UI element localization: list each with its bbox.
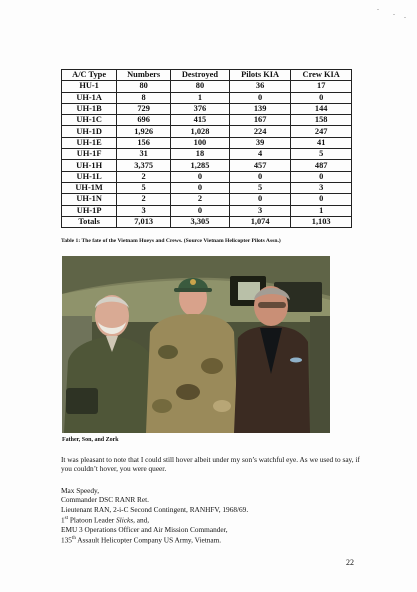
- table-cell: 457: [229, 160, 291, 171]
- table-cell: UH-1N: [62, 194, 117, 205]
- table-cell: UH-1H: [62, 160, 117, 171]
- table-row: [62, 194, 352, 205]
- table-cell: 1,926: [117, 126, 171, 137]
- table-cell: 1,103: [291, 216, 352, 227]
- table-cell: 1: [291, 205, 352, 216]
- table-cell: 3: [117, 205, 171, 216]
- table-cell: 0: [171, 205, 230, 216]
- table-cell: 5: [229, 182, 291, 193]
- scan-speck: [377, 9, 379, 10]
- table-cell: 0: [291, 92, 352, 103]
- table-cell: 0: [171, 182, 230, 193]
- table-row: [62, 115, 352, 126]
- table-cell: UH-1F: [62, 149, 117, 160]
- paragraph-text: It was pleasant to note that I could still hover albeit under my son’s watchful eye. As we used to say, if you couldn’t hover, you were queer.: [61, 455, 360, 473]
- table-cell: 156: [117, 137, 171, 148]
- line-text: , and,: [133, 515, 150, 525]
- table-cell: 5: [117, 182, 171, 193]
- table-cell: 100: [171, 137, 230, 148]
- table-row: [62, 160, 352, 171]
- photo-caption: Father, Son, and Zork: [62, 437, 119, 443]
- table-row: [62, 205, 352, 216]
- table-cell: Totals: [62, 216, 117, 227]
- table-cell: 2: [117, 171, 171, 182]
- signature-line: EMU 3 Operations Officer and Air Mission Commander,: [61, 525, 228, 535]
- ordinal-number: 135: [61, 535, 72, 545]
- table-cell: 80: [117, 81, 171, 92]
- table-row: [62, 149, 352, 160]
- table-cell: 3: [291, 182, 352, 193]
- column-header: A/C Type: [62, 70, 117, 81]
- table-cell: UH-1P: [62, 205, 117, 216]
- table-cell: 729: [117, 103, 171, 114]
- table-cell: 3,305: [171, 216, 230, 227]
- ordinal-suffix: st: [64, 516, 68, 522]
- table-cell: 1,074: [229, 216, 291, 227]
- table-cell: 2: [171, 194, 230, 205]
- table-cell: 39: [229, 137, 291, 148]
- table-cell: 139: [229, 103, 291, 114]
- table-cell: 1,285: [171, 160, 230, 171]
- table-row: [62, 182, 352, 193]
- table-cell: 0: [229, 194, 291, 205]
- table-cell: 0: [291, 194, 352, 205]
- table-cell: 17: [291, 81, 352, 92]
- page-number: 22: [346, 558, 354, 567]
- table-row: [62, 216, 352, 227]
- table-cell: 158: [291, 115, 352, 126]
- table-cell: 18: [171, 149, 230, 160]
- table-cell: 3,375: [117, 160, 171, 171]
- table-cell: UH-1M: [62, 182, 117, 193]
- table-cell: UH-1L: [62, 171, 117, 182]
- column-header: Crew KIA: [291, 70, 352, 81]
- table-cell: 31: [117, 149, 171, 160]
- line-text: Assault Helicopter Company US Army, Vietnam.: [75, 535, 222, 545]
- table-cell: 1,028: [171, 126, 230, 137]
- ordinal-suffix: th: [71, 536, 76, 542]
- table-row: [62, 137, 352, 148]
- fate-table: [61, 69, 352, 228]
- italic-text: Slicks: [116, 515, 134, 525]
- table-cell: 2: [117, 194, 171, 205]
- column-header: Numbers: [117, 70, 171, 81]
- signature-line: [61, 534, 361, 545]
- table-cell: 3: [229, 205, 291, 216]
- table-cell: 487: [291, 160, 352, 171]
- column-header: Destroyed: [171, 70, 230, 81]
- table-cell: 167: [229, 115, 291, 126]
- table-cell: 415: [171, 115, 230, 126]
- table-header-row: [62, 70, 352, 81]
- line-text: Platoon Leader: [68, 515, 117, 525]
- table-cell: 36: [229, 81, 291, 92]
- table-row: [62, 81, 352, 92]
- signature-line: Commander DSC RANR Ret.: [61, 495, 149, 505]
- signature-name: Max Speedy,: [61, 486, 100, 495]
- ordinal-number: 1: [61, 515, 65, 525]
- table-cell: 4: [229, 149, 291, 160]
- column-header: Pilots KIA: [229, 70, 291, 81]
- table-cell: 8: [117, 92, 171, 103]
- table-cell: UH-1C: [62, 115, 117, 126]
- table-cell: UH-1A: [62, 92, 117, 103]
- table-row: [62, 171, 352, 182]
- table-cell: 247: [291, 126, 352, 137]
- table-body: [62, 81, 352, 228]
- table-cell: HU-1: [62, 81, 117, 92]
- table-cell: 0: [229, 171, 291, 182]
- scan-speck: [393, 14, 395, 15]
- table-cell: 7,013: [117, 216, 171, 227]
- scan-speck: [404, 17, 406, 18]
- table-cell: 0: [171, 171, 230, 182]
- signature-line: Lieutenant RAN, 2-i-C Second Contingent, RANHFV, 1968/69.: [61, 504, 249, 514]
- table-cell: 376: [171, 103, 230, 114]
- table-row: [62, 103, 352, 114]
- table-cell: 144: [291, 103, 352, 114]
- table-cell: 224: [229, 126, 291, 137]
- table-cell: UH-1B: [62, 103, 117, 114]
- table-cell: 5: [291, 149, 352, 160]
- table-row: [62, 126, 352, 137]
- signature-block: [61, 486, 361, 545]
- body-paragraph: [61, 455, 361, 473]
- photo: [62, 256, 330, 433]
- table-cell: 80: [171, 81, 230, 92]
- table-cell: 0: [291, 171, 352, 182]
- table-cell: UH-1E: [62, 137, 117, 148]
- table-cell: 1: [171, 92, 230, 103]
- table-row: [62, 92, 352, 103]
- table-cell: 696: [117, 115, 171, 126]
- table-cell: UH-1D: [62, 126, 117, 137]
- signature-line: [61, 514, 361, 525]
- table-caption: Table 1: The fate of the Vietnam Hueys and Crews. (Source Vietnam Helicopter Pilots Assn.): [61, 238, 281, 244]
- table-cell: 0: [229, 92, 291, 103]
- table-cell: 41: [291, 137, 352, 148]
